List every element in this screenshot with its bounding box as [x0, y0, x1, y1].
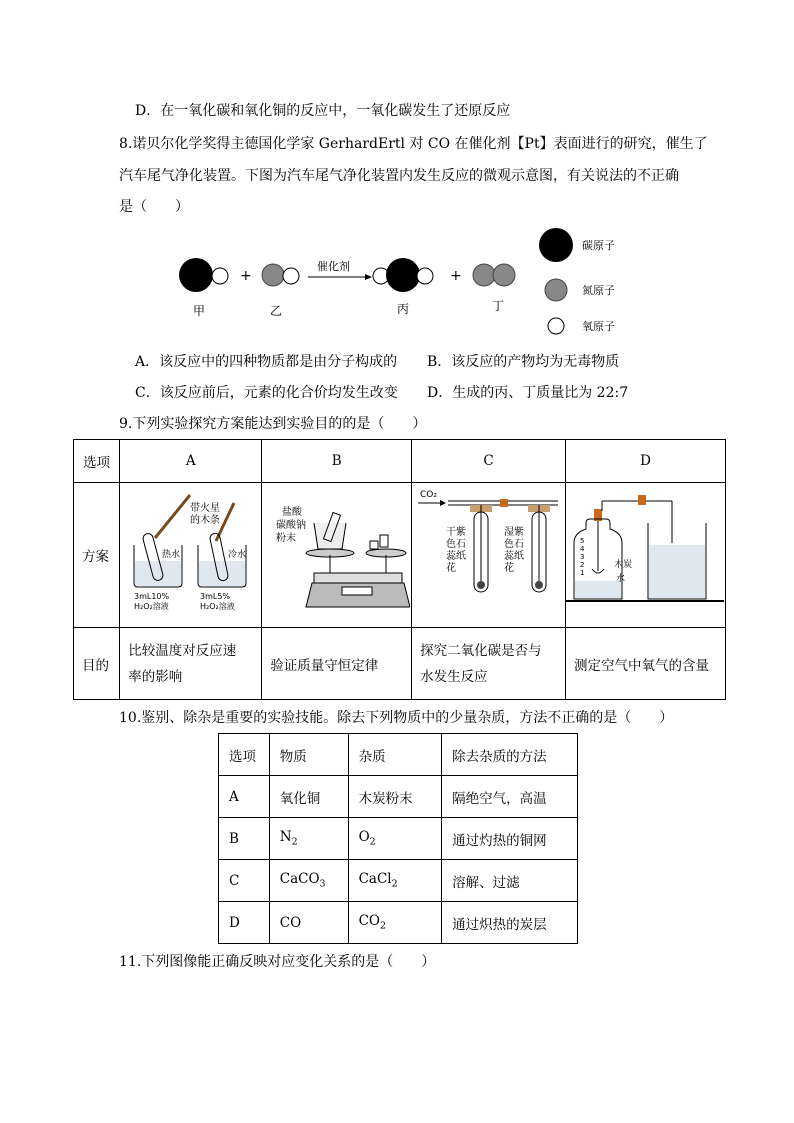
row-goal-label: 目的	[74, 628, 120, 700]
q8-option-c: C．该反应前后，元素的化合价均发生改变	[135, 385, 398, 401]
q8-option-d: D．生成的丙、丁质量比为 22:7	[427, 385, 629, 401]
q8-option-b: B．该反应的产物均为无毒物质	[427, 354, 620, 370]
plus-sign-2: +	[450, 268, 462, 284]
row-option: A	[219, 776, 270, 818]
header-d: D	[566, 440, 726, 483]
solution-2-label-2: H₂O₂溶液	[200, 602, 235, 611]
oxygen-atom	[212, 268, 228, 284]
hot-water-label: 热水	[162, 550, 181, 560]
row-method: 通过灼热的铜网	[442, 818, 578, 860]
plus-sign-1: +	[240, 268, 252, 284]
cold-water-label: 冷水	[228, 550, 247, 560]
dry-paper-1: 干紫	[446, 527, 467, 538]
figure-c	[412, 483, 566, 628]
carbon-atom	[179, 258, 213, 292]
dry-paper-3: 蕊纸	[446, 551, 467, 562]
scale-3: 3	[580, 553, 585, 561]
catalyst-label: 催化剂	[317, 260, 350, 273]
header-b: B	[262, 440, 412, 483]
header-impurity: 杂质	[348, 734, 442, 776]
goal-c-line2: 水发生反应	[420, 668, 488, 685]
hcl-label: 盐酸	[282, 507, 303, 518]
row-option: D	[219, 902, 270, 944]
q8-stem-line3: 是（ ）	[119, 199, 189, 215]
q11-stem: 11.下列图像能正确反映对应变化关系的是（ ）	[119, 954, 436, 970]
legend-nitrogen-icon	[545, 279, 567, 301]
q8-option-a: A．该反应中的四种物质都是由分子构成的	[135, 354, 398, 370]
row-substance: 氧化铜	[269, 776, 348, 818]
legend-oxygen: 氧原子	[582, 320, 615, 333]
header-a: A	[120, 440, 262, 483]
figure-d	[566, 483, 726, 628]
splint-label: 带火星	[190, 503, 221, 514]
goal-d: 测定空气中氧气的含量	[566, 628, 726, 700]
q7-option-d: D．在一氧化碳和氧化铜的反应中，一氧化碳发生了还原反应	[135, 103, 511, 119]
co2-label: CO₂	[420, 490, 438, 500]
scale-1: 1	[580, 569, 585, 577]
nitrogen-atom	[262, 264, 284, 286]
goal-c	[412, 628, 566, 700]
dry-paper-2: 色石	[446, 539, 467, 550]
scale-4: 4	[580, 545, 585, 553]
oxygen-atom	[417, 268, 433, 284]
figure-a	[120, 483, 262, 628]
row-substance: $N_2$	[269, 818, 348, 860]
sodium-carbonate-label: 碳酸钠	[276, 520, 307, 531]
table-row	[219, 818, 578, 860]
row-plan-label: 方案	[74, 483, 120, 628]
table-row	[219, 902, 578, 944]
q10-stem: 10.鉴别、除杂是重要的实验技能。除去下列物质中的少量杂质，方法不正确的是（ ）	[119, 710, 674, 726]
reaction-diagram	[160, 225, 640, 335]
goal-a-line2: 率的影响	[128, 668, 183, 685]
scale-2: 2	[580, 561, 585, 569]
goal-b: 验证质量守恒定律	[262, 628, 412, 700]
row-impurity: $O_2$	[348, 818, 442, 860]
figure-b	[262, 483, 412, 628]
row-method: 通过炽热的炭层	[442, 902, 578, 944]
label-ding: 丁	[492, 299, 505, 313]
table-row	[219, 776, 578, 818]
arrow-icon	[440, 500, 446, 506]
charcoal-label: 木炭	[614, 560, 633, 570]
q10-table	[218, 733, 578, 944]
nitrogen-atom	[493, 264, 515, 286]
row-substance: CaCO$_3$	[269, 860, 348, 902]
header-option: 选项	[74, 440, 120, 483]
row-substance: CO	[269, 902, 348, 944]
header-substance: 物质	[269, 734, 348, 776]
legend-nitrogen: 氮原子	[582, 284, 615, 297]
table-row	[219, 860, 578, 902]
header-method: 除去杂质的方法	[442, 734, 578, 776]
goal-a	[120, 628, 262, 700]
solution-1-label: 3mL10%	[134, 592, 170, 601]
wet-paper-1: 湿紫	[504, 527, 525, 538]
dry-paper-4: 花	[446, 563, 457, 574]
row-impurity: CaCl$_2$	[348, 860, 442, 902]
wet-paper-3: 蕊纸	[504, 551, 525, 562]
row-option: C	[219, 860, 270, 902]
row-impurity: $CO_2$	[348, 902, 442, 944]
nitrogen-atom	[473, 264, 495, 286]
q9-stem: 9.下列实验探究方案能达到实验目的的是（ ）	[119, 416, 427, 432]
q8-stem-line1: 8.诺贝尔化学奖得主德国化学家 GerhardErtl 对 CO 在催化剂【Pt】表面进行的研究，催生了	[119, 136, 708, 152]
legend-carbon: 碳原子	[582, 239, 615, 252]
carbon-atom	[386, 258, 420, 292]
powder-label: 粉末	[276, 533, 297, 544]
row-method: 溶解、过滤	[442, 860, 578, 902]
goal-c-line1: 探究二氧化碳是否与	[420, 642, 542, 659]
oxygen-atom	[283, 268, 299, 284]
water-label: 水	[616, 574, 626, 584]
row-impurity: 木炭粉末	[348, 776, 442, 818]
legend-oxygen-icon	[548, 318, 564, 334]
legend-carbon-icon	[539, 228, 573, 262]
header-option: 选项	[219, 734, 270, 776]
q9-table	[73, 439, 726, 700]
header-c: C	[412, 440, 566, 483]
label-yi: 乙	[270, 304, 283, 318]
solution-1-label-2: H₂O₂溶液	[134, 602, 169, 611]
q8-stem-line2: 汽车尾气净化装置。下图为汽车尾气净化装置内发生反应的微观示意图，有关说法的不正确	[119, 168, 679, 184]
splint-label-2: 的木条	[190, 515, 221, 526]
row-option: B	[219, 818, 270, 860]
label-bing: 丙	[397, 302, 410, 316]
wet-paper-4: 花	[504, 563, 515, 574]
wet-paper-2: 色石	[504, 539, 525, 550]
goal-a-line1: 比较温度对反应速	[128, 642, 237, 659]
scale-5: 5	[580, 537, 585, 545]
arrow-icon	[365, 274, 372, 280]
row-method: 隔绝空气，高温	[442, 776, 578, 818]
label-jia: 甲	[193, 304, 206, 318]
solution-2-label: 3mL5%	[200, 592, 231, 601]
